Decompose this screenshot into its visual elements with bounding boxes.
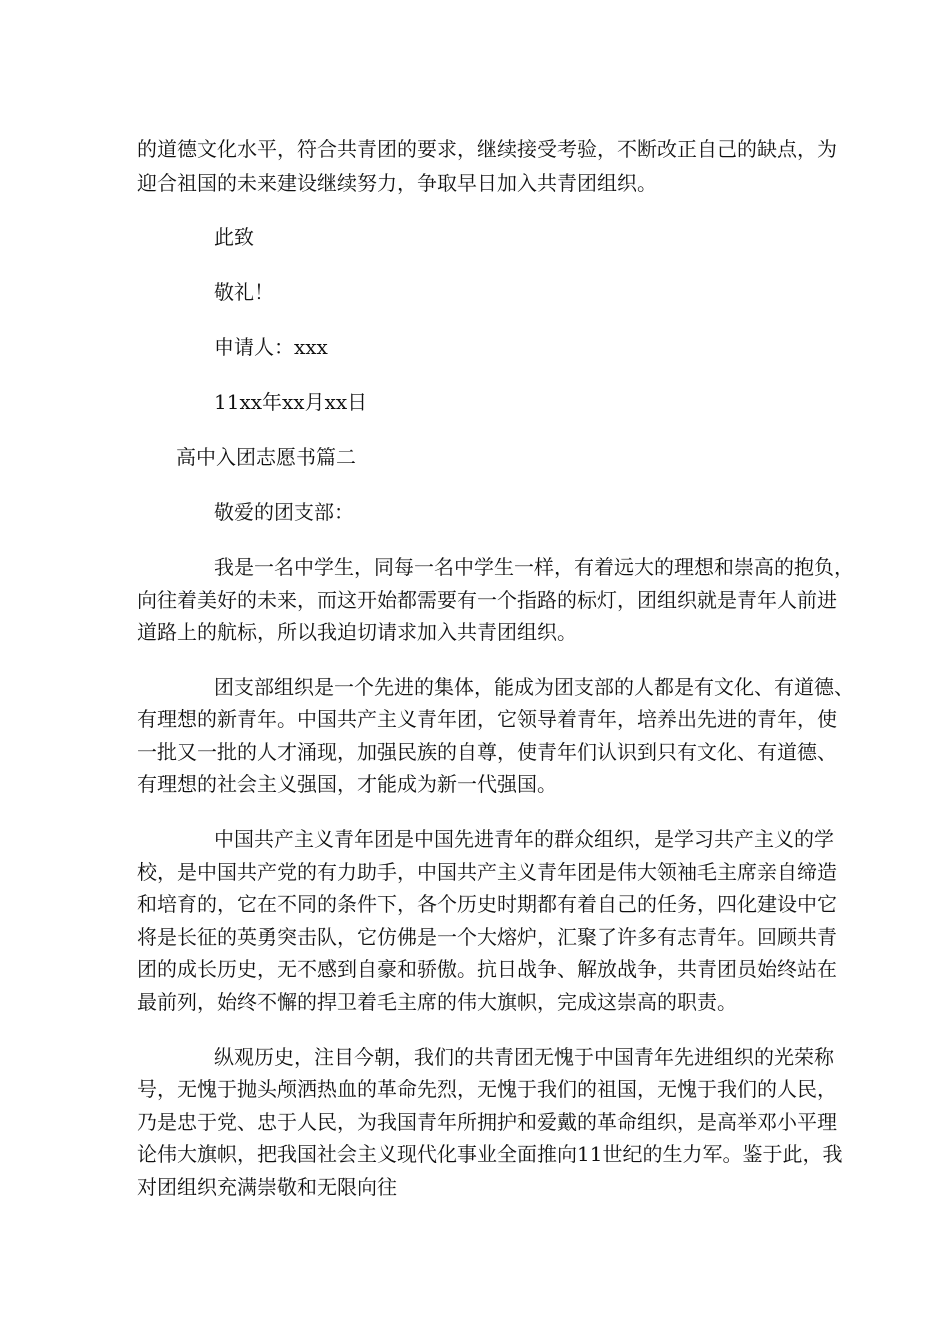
date-line: 11xx年xx月xx日 — [214, 390, 368, 414]
applicant-line: 申请人：xxx — [214, 335, 328, 359]
text-line: 校，是中国共产党的有力助手，中国共产主义青年团是伟大领袖毛主席亲自缔造 — [137, 860, 837, 884]
salutation-line: 敬礼！ — [214, 280, 274, 304]
text-line: 纵观历史，注目今朝，我们的共青团无愧于中国青年先进组织的光荣称 — [214, 1045, 834, 1069]
greeting-line: 敬爱的团支部： — [214, 500, 354, 524]
closing-line: 此致 — [214, 225, 254, 249]
text-line: 团的成长历史，无不感到自豪和骄傲。抗日战争、解放战争，共青团员始终站在 — [137, 957, 837, 981]
text-line: 对团组织充满崇敬和无限向往 — [137, 1175, 397, 1199]
text-line: 号，无愧于抛头颅洒热血的革命先烈，无愧于我们的祖国，无愧于我们的人民， — [137, 1077, 837, 1101]
text-line: 将是长征的英勇突击队，它仿佛是一个大熔炉，汇聚了许多有志青年。回顾共青 — [137, 925, 837, 949]
text-line: 中国共产主义青年团是中国先进青年的群众组织，是学习共产主义的学 — [214, 827, 834, 851]
text-line: 一批又一批的人才涌现，加强民族的自尊，使青年们认识到只有文化、有道德、 — [137, 740, 837, 764]
text-line: 有理想的社会主义强国，才能成为新一代强国。 — [137, 772, 557, 796]
text-line: 和培育的，它在不同的条件下，各个历史时期都有着自己的任务，四化建设中它 — [137, 892, 837, 916]
text-line: 团支部组织是一个先进的集体，能成为团支部的人都是有文化、有道德、 — [214, 675, 854, 699]
text-line: 道路上的航标，所以我迫切请求加入共青团组织。 — [137, 620, 577, 644]
text-line: 向往着美好的未来，而这开始都需要有一个指路的标灯，团组织就是青年人前进 — [137, 588, 837, 612]
text-line: 论伟大旗帜，把我国社会主义现代化事业全面推向11世纪的生力军。鉴于此，我 — [137, 1142, 843, 1166]
text-line: 有理想的新青年。中国共产主义青年团，它领导着青年，培养出先进的青年，使 — [137, 707, 837, 731]
text-line: 最前列，始终不懈的捍卫着毛主席的伟大旗帜，完成这崇高的职责。 — [137, 990, 737, 1014]
text-line: 乃是忠于党、忠于人民，为我国青年所拥护和爱戴的革命组织，是高举邓小平理 — [137, 1110, 837, 1134]
text-line: 我是一名中学生，同每一名中学生一样，有着远大的理想和崇高的抱负， — [214, 555, 854, 579]
section-heading: 高中入团志愿书篇二 — [176, 445, 356, 469]
text-line: 的道德文化水平，符合共青团的要求，继续接受考验，不断改正自己的缺点，为 — [137, 137, 837, 161]
text-line: 迎合祖国的未来建设继续努力，争取早日加入共青团组织。 — [137, 171, 657, 195]
